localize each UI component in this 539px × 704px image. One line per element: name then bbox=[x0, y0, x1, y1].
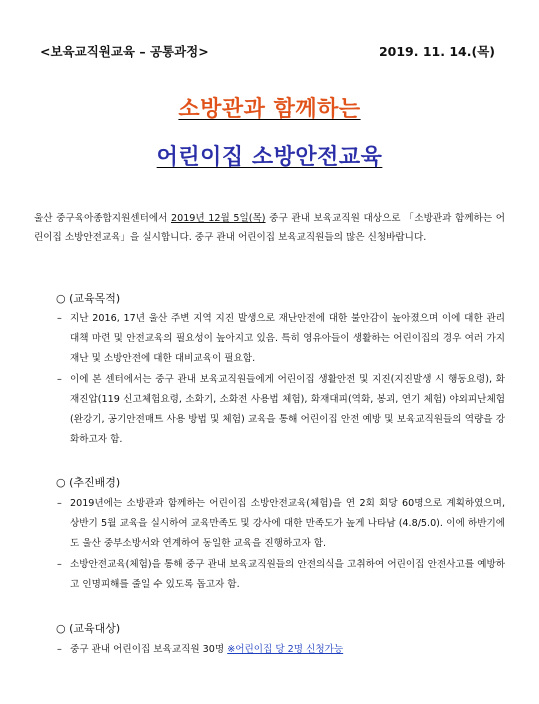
intro-post: 중구 관내 보육교직원 대상으로 「소방관과 함께하는 어린이집 소방안전교육」을 실시합니다. 중구 관내 어린이집 보육교직원들의 많은 신청바랍니다. bbox=[34, 213, 505, 243]
intro-paragraph bbox=[34, 209, 505, 247]
list-item bbox=[56, 640, 505, 660]
intro-pre: 울산 중구육아종합지원센터에서 bbox=[34, 213, 171, 224]
title-line-1 bbox=[0, 92, 539, 123]
target-note: ※어린이집 당 2명 신청가능 bbox=[227, 644, 344, 655]
title-line-2 bbox=[0, 140, 539, 171]
intro-date: 2019년 12월 5일(목) bbox=[171, 213, 266, 224]
list-item: – 소방안전교육(체험)을 통해 중구 관내 보육교직원들의 안전의식을 고취하여 어린이집 안전사고를 예방하고 인명피해를 줄일 수 있도록 돕고자 함. bbox=[56, 555, 505, 595]
course-category: <보육교직원교육 – 공통과정> bbox=[40, 44, 209, 59]
section-title-purpose: ○ (교육목적) bbox=[56, 292, 121, 305]
document-header bbox=[40, 42, 495, 60]
target-text: 중구 관내 어린이집 보육교직원 30명 bbox=[70, 644, 228, 655]
target-list bbox=[56, 640, 505, 662]
background-list bbox=[56, 494, 505, 597]
title-line-1-text: 소방관과 함께하는 bbox=[178, 97, 361, 122]
purpose-list bbox=[56, 309, 505, 452]
list-item: – 지난 2016, 17년 울산 주변 지역 지진 발생으로 재난안전에 대한 불안감이 높아졌으며 이에 대한 관리 대책 마련 및 안전교육의 필요성이 높아지고 있음. 특히 영유아들이 생활하는 어린이집의 경우 여러 가지 재난 및 소방안전에 대한 대비교육이 필요함. bbox=[56, 309, 505, 368]
section-title-background: ○ (추진배경) bbox=[56, 476, 121, 489]
list-item: – 2019년에는 소방관과 함께하는 어린이집 소방안전교육(체험)을 연 2회 회당 60명으로 계획하였으며, 상반기 5월 교육을 실시하여 교육만족도 및 강사에 대한 만족도가 높게 나타남 (4.8/5.0). 이에 하반기에도 울산 중부소방서와 연계하여 동일한 교육을 진행하고자 함. bbox=[56, 494, 505, 553]
title-line-2-text: 어린이집 소방안전교육 bbox=[156, 145, 383, 170]
document-date: 2019. 11. 14.(목) bbox=[378, 44, 495, 59]
list-item: – 이에 본 센터에서는 중구 관내 보육교직원들에게 어린이집 생활안전 및 지진(지진발생 시 행동요령), 화재진압(119 신고체험요령, 소화기, 소화전 사용법 체험), 화재대피(역화, 봉괴, 연기 체험) 야외피난체험(완강기, 공기안전매트 사용 방법 및 체험) 교육을 통해 어린이집 안전 예방 및 보육교직원들의 역량을 강화하고자 함. bbox=[56, 370, 505, 449]
section-title-target: ○ (교육대상) bbox=[56, 622, 121, 635]
